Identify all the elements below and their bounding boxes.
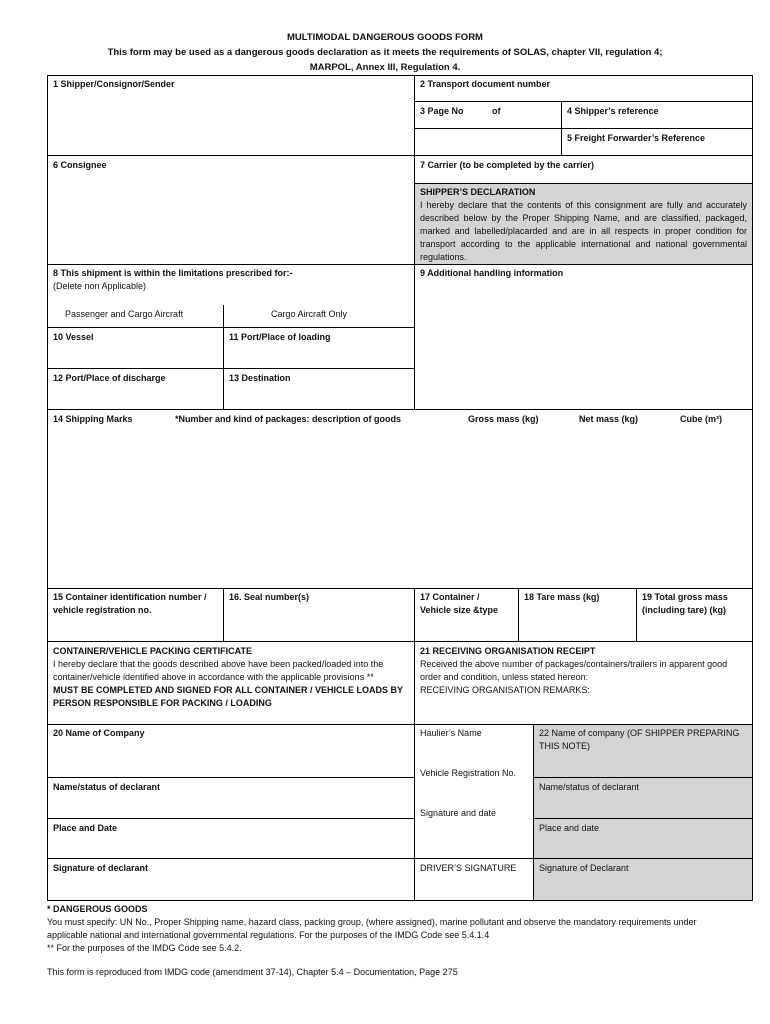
form-title: MULTIMODAL DANGEROUS GOODS FORM [287, 32, 483, 43]
field-8-note: (Delete non Applicable) [53, 281, 147, 291]
field-11-port-loading[interactable]: 11 Port/Place of loading [229, 332, 331, 342]
option-passenger-cargo[interactable]: Passenger and Cargo Aircraft [65, 309, 184, 319]
field-19-total-gross[interactable]: 19 Total gross mass (including tare) (kg) [642, 592, 728, 615]
signature-left[interactable]: Signature of declarant [53, 863, 149, 873]
field-20-company[interactable]: 20 Name of Company [53, 728, 145, 738]
rule-place-left [47, 818, 414, 819]
field-7-carrier[interactable]: 7 Carrier (to be completed by the carrier) [420, 160, 595, 170]
signature-date[interactable]: Signature and date [420, 808, 497, 818]
rule-name-right [533, 777, 752, 778]
vehicle-registration[interactable]: Vehicle Registration No. [420, 768, 517, 778]
rule-l-vert [223, 305, 224, 409]
packing-certificate [48, 643, 414, 712]
divider-main-lower [414, 588, 415, 900]
shipper-declaration [415, 184, 752, 266]
field-14-cube[interactable]: Cube (m³) [680, 414, 722, 424]
rule-row-6 [47, 155, 753, 156]
field-21-receipt[interactable] [415, 643, 735, 699]
field-6-consignee[interactable]: 6 Consignee [53, 160, 107, 170]
signature-right[interactable]: Signature of Declarant [539, 863, 629, 873]
receipt-text: Received the above number of packages/containers/trailers in apparent good order and condition, unless stated hereon: [420, 659, 728, 682]
name-status-right[interactable]: Name/status of declarant [539, 782, 640, 792]
field-8-label: 8 This shipment is within the limitations prescribed for:- [53, 268, 293, 278]
field-14-gross-mass[interactable]: Gross mass (kg) [468, 414, 539, 424]
field-16-seal-number[interactable]: 16. Seal number(s) [229, 592, 310, 602]
border-right [752, 75, 753, 901]
border-bottom [47, 900, 753, 901]
rule-name-left [47, 777, 414, 778]
form-subtitle-1: This form may be used as a dangerous goods declaration as it meets the requirements of SOLAS, chapter VII, regulation 4; [107, 47, 663, 58]
rule-row-10 [47, 327, 414, 328]
place-date-left[interactable]: Place and Date [53, 823, 118, 833]
dangerous-goods-title: * DANGEROUS GOODS [47, 904, 148, 914]
field-8-limitations[interactable] [48, 265, 414, 295]
field-18-tare-mass[interactable]: 18 Tare mass (kg) [524, 592, 600, 602]
field-22-company[interactable]: 22 Name of company (OF SHIPPER PREPARING THIS NOTE) [539, 728, 740, 751]
declaration-title: SHIPPER’S DECLARATION [420, 187, 536, 197]
certificate-text: I hereby declare that the goods described above have been packed/loaded into the container/vehicle identified above in accordance with the applicable provisions ** [53, 659, 384, 682]
rule-row-12 [47, 368, 414, 369]
rule-row-14 [47, 409, 753, 410]
field-1-shipper[interactable]: 1 Shipper/Consignor/Sender [53, 79, 175, 89]
form-subtitle-2: MARPOL, Annex III, Regulation 4. [309, 62, 461, 73]
certificate-title: CONTAINER/VEHICLE PACKING CERTIFICATE [53, 646, 253, 656]
field-15-container-id[interactable]: 15 Container identification number / vehicle registration no. [53, 592, 207, 615]
declarant-shade [533, 778, 752, 900]
name-status-left[interactable]: Name/status of declarant [53, 782, 161, 792]
place-date-right[interactable]: Place and date [539, 823, 600, 833]
declaration-text: I hereby declare that the contents of this consignment are fully and accurately described below by the Proper Shipping Name, and are classified, packaged, marked and labelled/placarded and are in all respects in proper condition for transport according to the applicable international and national governmental regulations. [420, 200, 747, 262]
source-note: This form is reproduced from IMDG code (amendment 37-14), Chapter 5.4 – Documentation, Page 275 [47, 967, 458, 977]
field-3-page-no[interactable]: 3 Page No [420, 106, 464, 116]
field-3-of: of [492, 106, 501, 116]
rule-sig [47, 858, 753, 859]
field-9-handling[interactable]: 9 Additional handling information [420, 268, 564, 278]
imdg-note: ** For the purposes of the IMDG Code see 5.4.2. [47, 943, 242, 953]
field-10-vessel[interactable]: 10 Vessel [53, 332, 94, 342]
field-17-container-size[interactable]: 17 Container / Vehicle size &type [420, 592, 499, 615]
rule-r1 [414, 101, 752, 102]
receipt-title: 21 RECEIVING ORGANISATION RECEIPT [420, 646, 596, 656]
rule-r2 [414, 128, 752, 129]
certificate-mandatory: MUST BE COMPLETED AND SIGNED FOR ALL CONTAINER / VEHICLE LOADS BY PERSON RESPONSIBLE FOR PACKING / LOADING [53, 685, 403, 708]
field-13-destination[interactable]: 13 Destination [229, 373, 291, 383]
driver-signature[interactable]: DRIVER’S SIGNATURE [420, 863, 517, 873]
field-14-net-mass[interactable]: Net mass (kg) [579, 414, 639, 424]
field-2-transport-doc[interactable]: 2 Transport document number [420, 79, 551, 89]
option-cargo-only[interactable]: Cargo Aircraft Only [271, 309, 348, 319]
field-14-description[interactable]: *Number and kind of packages: description of goods [175, 414, 402, 424]
field-14-shipping-marks[interactable]: 14 Shipping Marks [53, 414, 133, 424]
rule-place-right [533, 818, 752, 819]
haulier-name[interactable]: Haulier’s Name [420, 728, 482, 738]
dangerous-goods-text: You must specify: UN No., Proper Shipping name, hazard class, packing group, (where assigned), marine pollutant and observe the mandatory requirements under applicable national and international governmental regulations. For the purposes of the IMDG Code see 5.4.1.4 [47, 917, 697, 940]
rule-row-cert [47, 641, 753, 642]
field-12-port-discharge[interactable]: 12 Port/Place of discharge [53, 373, 166, 383]
field-5-forwarder-ref[interactable]: 5 Freight Forwarder’s Reference [567, 133, 706, 143]
field-4-shipper-ref[interactable]: 4 Shipper’s reference [567, 106, 659, 116]
receipt-remarks: RECEIVING ORGANISATION REMARKS: [420, 685, 590, 695]
